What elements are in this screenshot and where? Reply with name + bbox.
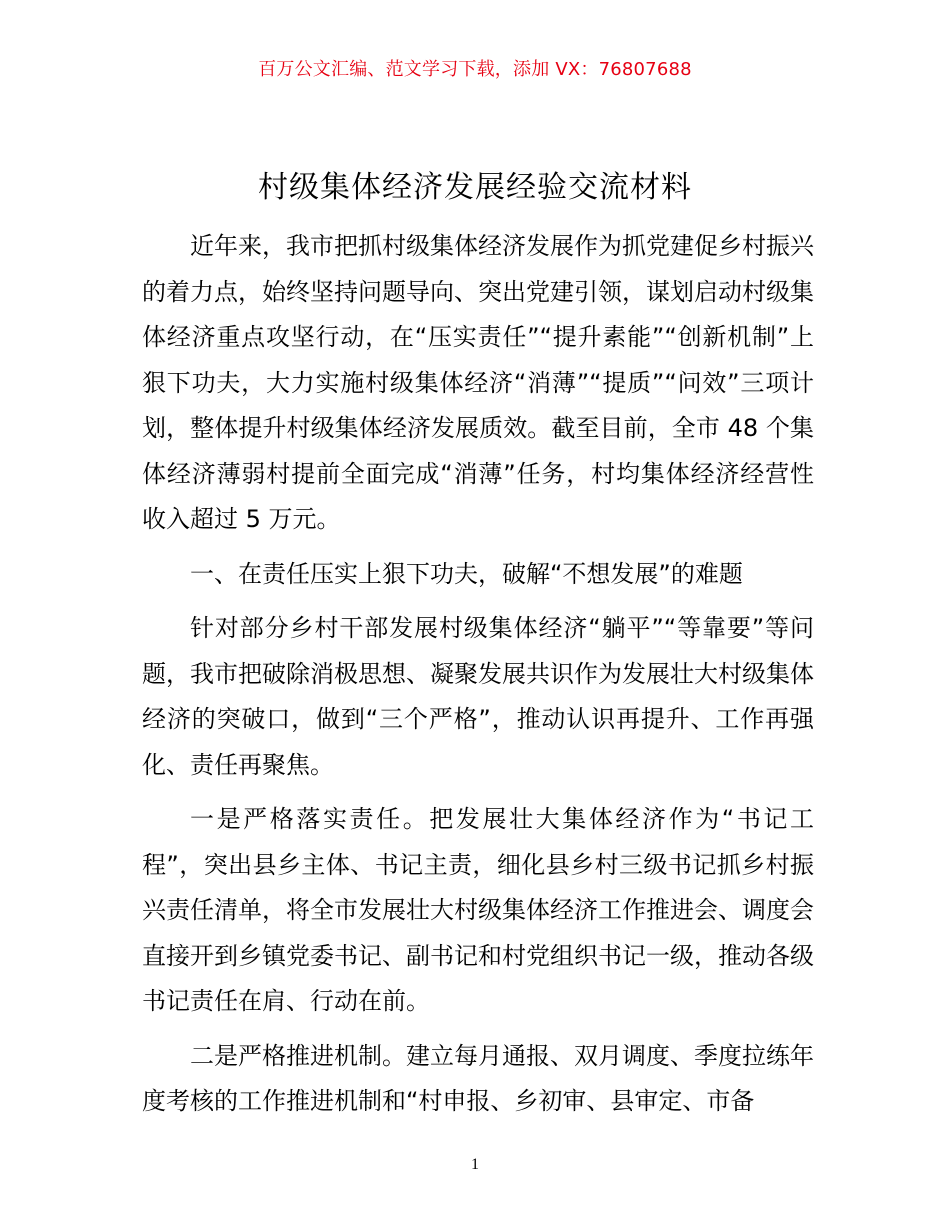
paragraph-point-1: 一是严格落实责任。把发展壮大集体经济作为“书记工程”，突出县乡主体、书记主责，细化县乡村三级书记抓乡村振兴责任清单，将全市发展壮大村级集体经济工作推进会、调度会直接开到乡镇党委书记、副书记和村党组织书记一级，推动各级书记责任在肩、行动在前。 xyxy=(142,805,814,1015)
document-title: 村级集体经济发展经验交流材料 xyxy=(258,170,692,205)
paragraph-section-1-intro: 针对部分乡村干部发展村级集体经济“躺平”“等靠要”等问题，我市把破除消极思想、凝聚发展共识作为发展壮大村级集体经济的突破口，做到“三个严格”，推动认识再提升、工作再强化、责任再聚焦。 xyxy=(142,614,814,779)
header-watermark-note: 百万公文汇编、范文学习下载，添加 VX：76807688 xyxy=(258,59,692,80)
page-number: 1 xyxy=(471,1156,479,1173)
document-body xyxy=(142,224,814,1125)
paragraph-intro: 近年来，我市把抓村级集体经济发展作为抓党建促乡村振兴的着力点，始终坚持问题导向、突出党建引领，谋划启动村级集体经济重点攻坚行动，在“压实责任”“提升素能”“创新机制”上狠下功夫，大力实施村级集体经济“消薄”“提质”“问效”三项计划，整体提升村级集体经济发展质效。截至目前，全市 48 个集体经济薄弱村提前全面完成“消薄”任务，村均集体经济经营性收入超过 5 万元。 xyxy=(142,232,814,533)
paragraph-point-2: 二是严格推进机制。建立每月通报、双月调度、季度拉练年度考核的工作推进机制和“村申报、乡初审、县审定、市备 xyxy=(142,1041,814,1115)
section-heading-1: 一、在责任压实上狠下功夫，破解“不想发展”的难题 xyxy=(190,559,743,588)
